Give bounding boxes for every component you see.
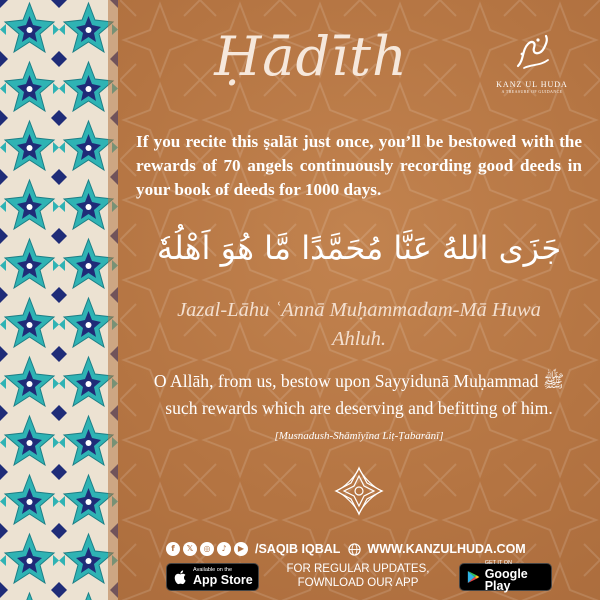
- app-store-label: App Store: [193, 573, 253, 587]
- youtube-icon[interactable]: ▶: [234, 542, 248, 556]
- promo-line-2: FOWNLOAD OUR APP: [297, 577, 419, 589]
- google-play-button[interactable]: [459, 560, 552, 594]
- social-handle[interactable]: /SAQIB IQBAL: [255, 542, 341, 556]
- kanz-ul-huda-logo: [492, 30, 572, 94]
- promo-text: [268, 562, 448, 590]
- apple-icon: [173, 569, 189, 585]
- social-row: [166, 540, 526, 558]
- logo-name: KANZ UL HUDA: [496, 80, 568, 89]
- x-icon[interactable]: 𝕏: [183, 542, 197, 556]
- mosaic-tile-strip: [0, 0, 118, 600]
- translation: O Allāh, from us, bestow upon Sayyidunā Muḥammad ﷺ such rewards which are deserving and befitting of him.: [153, 371, 565, 418]
- google-play-icon: [466, 569, 481, 585]
- transliteration: Jazal-Lāhu ʿAnnā Muḥammadam-Mā Huwa Ahluh.: [177, 299, 541, 350]
- page-title: Ḥādīth: [214, 25, 408, 88]
- logo-tagline: A TREASURE OF GUIDANCE: [501, 89, 563, 94]
- google-play-small-label: GET IT ON: [484, 560, 512, 567]
- app-store-button[interactable]: [166, 563, 259, 591]
- instagram-icon[interactable]: ◎: [200, 542, 214, 556]
- facebook-icon[interactable]: f: [166, 542, 180, 556]
- google-play-label: Google Play: [484, 566, 528, 594]
- calligraphy-logo-icon: [510, 30, 554, 74]
- tiktok-icon[interactable]: ♪: [217, 542, 231, 556]
- promo-line-1: FOR REGULAR UPDATES,: [286, 563, 430, 575]
- globe-icon: [348, 543, 361, 556]
- source-reference: [Musnadush-Shāmīyīna Liṭ-Ṭabarānī]: [274, 430, 444, 442]
- ornament-icon: [334, 466, 384, 516]
- hadith-description: If you recite this ṣalāt just once, you’ll be bestowed with the rewards of 70 angels continuously recording good deeds in your book of deeds for 1000 days.: [136, 132, 582, 199]
- website-link[interactable]: WWW.KANZULHUDA.COM: [367, 542, 526, 556]
- arabic-text: جَزَى اللهُ عَنَّا مُحَمَّدًا مَّا هُوَ اَهْلُهٗ: [156, 229, 562, 267]
- app-store-small-label: Available on the: [193, 566, 233, 573]
